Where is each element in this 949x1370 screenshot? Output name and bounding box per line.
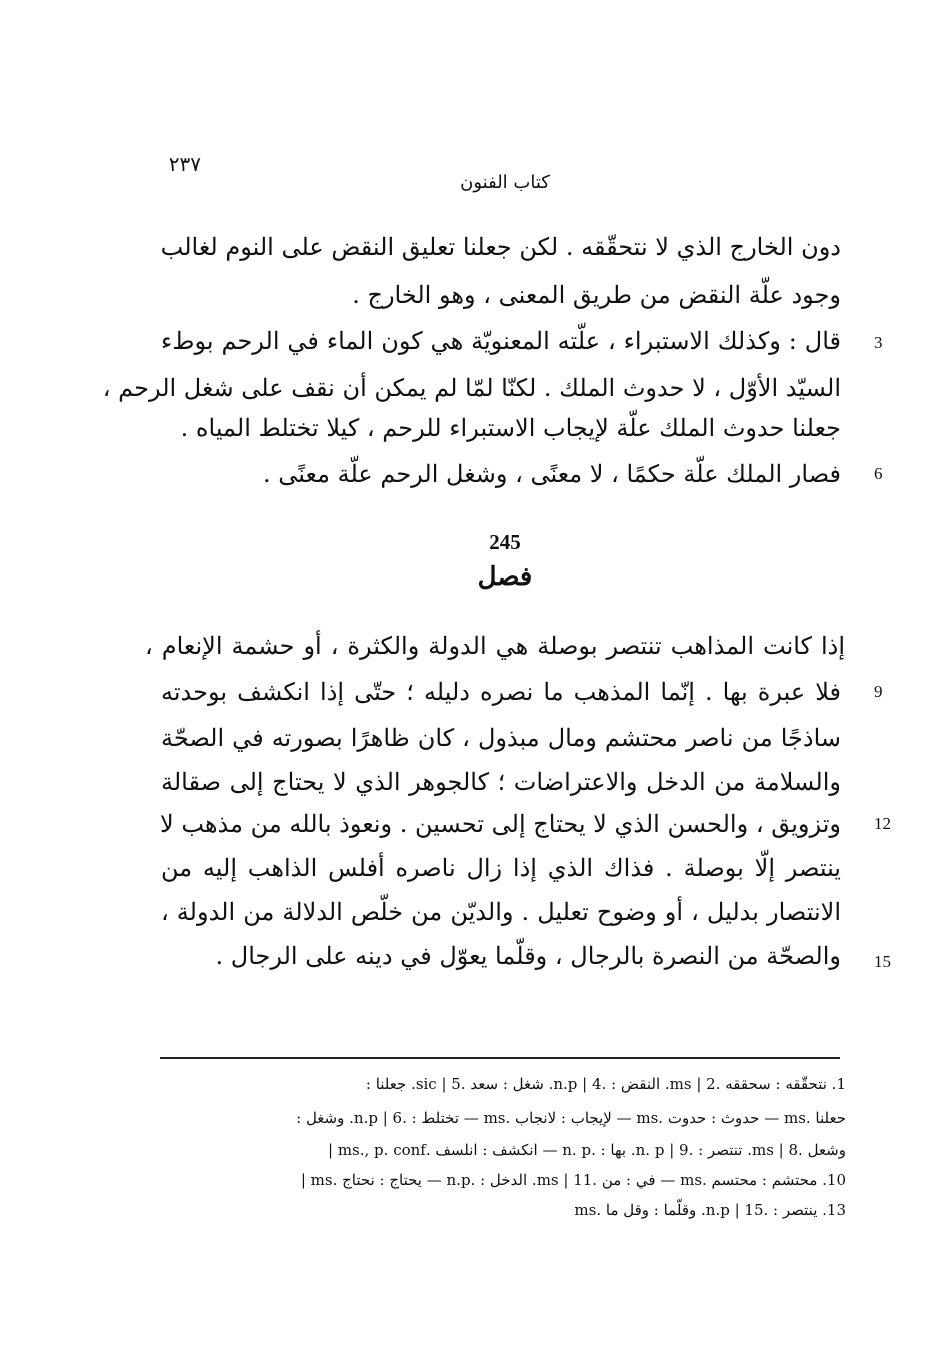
text-line: دون الخارج الذي لا نتحقّقه . لكن جعلنا تعليق النقض على النوم لغالب — [160, 233, 841, 261]
text-line: وجود علّة النقض من طريق المعنى ، وهو الخارج . — [352, 281, 841, 309]
footnote-line: حعلنا .ms — حدوث : حدوت .ms — لإيجاب : لانجاب .ms — تختلط : .n.p | 6. وشغل : — [296, 1109, 846, 1127]
line-number: 3 — [874, 333, 883, 352]
section-number: 245 — [489, 530, 521, 554]
footnote-line: وشعل .ms | 8. تنتصر : .n. p | 9. بها : .n. p — انكشف : انلسف .ms., p. conf | — [328, 1141, 846, 1159]
footnote-line: 10. محتشم : محتسم .ms — في : من .ms | 11. الدخل : .n.p — يحتاج : نحتاج .ms | — [300, 1171, 846, 1189]
footnote-line: 13. ينتصر : .n.p | 15. وقلّما : وقل ما .ms — [574, 1201, 846, 1219]
line-number: 12 — [874, 814, 891, 833]
line-number: 9 — [874, 682, 883, 701]
text-line: ساذجًا من ناصر محتشم ومال مبذول ، كان ظاهرًا بصورته في الصحّة — [161, 724, 841, 752]
text-line: وتزويق ، والحسن الذي لا يحتاج إلى تحسين . ونعوذ بالله من مذهب لا — [160, 810, 841, 838]
line-number: 6 — [874, 464, 883, 483]
section-title: فصل — [477, 562, 533, 592]
footnote-rule — [160, 1057, 840, 1059]
line-number: 15 — [874, 952, 891, 971]
text-line: فلا عبرة بها . إنّما المذهب ما نصره دليله ؛ حتّى إذا انكشف بوحدته — [161, 678, 841, 706]
page-number: ٢٣٧ — [168, 152, 201, 176]
text-line: السيّد الأوّل ، لا حدوث الملك . لكنّا لمّا لم يمكن أن نقف على شغل الرحم ، — [102, 374, 841, 402]
footnote-line: 1. نتحقّقه : سحققه .ms | 2. النقض : .n.p | 4. شغل : سعد .sic | 5. جعلنا : — [365, 1075, 846, 1093]
running-head: كتاب الفنون — [460, 172, 550, 193]
text-line: قال : وكذلك الاستبراء ، علّته المعنويّة هي كون الماء في الرحم بوطء — [161, 327, 841, 355]
text-line: جعلنا حدوث الملك علّة لإيجاب الاستبراء للرحم ، كيلا تختلط المياه . — [180, 414, 841, 442]
text-line: والسلامة من الدخل والاعتراضات ؛ كالجوهر الذي لا يحتاج إلى صقالة — [161, 768, 841, 796]
text-line: الانتصار بدليل ، أو وضوح تعليل . والديّن من خلّص الدلالة من الدولة ، — [161, 898, 841, 926]
text-line: ينتصر إلّا بوصلة . فذاك الذي إذا زال ناصره أفلس الذاهب إليه من — [161, 854, 841, 882]
text-line: فصار الملك علّة حكمًا ، لا معنًى ، وشغل الرحم علّة معنًى . — [263, 460, 841, 488]
text-line: إذا كانت المذاهب تنتصر بوصلة هي الدولة والكثرة ، أو حشمة الإنعام ، — [145, 632, 845, 660]
text-line: والصحّة من النصرة بالرجال ، وقلّما يعوّل في دينه على الرجال . — [215, 942, 841, 970]
